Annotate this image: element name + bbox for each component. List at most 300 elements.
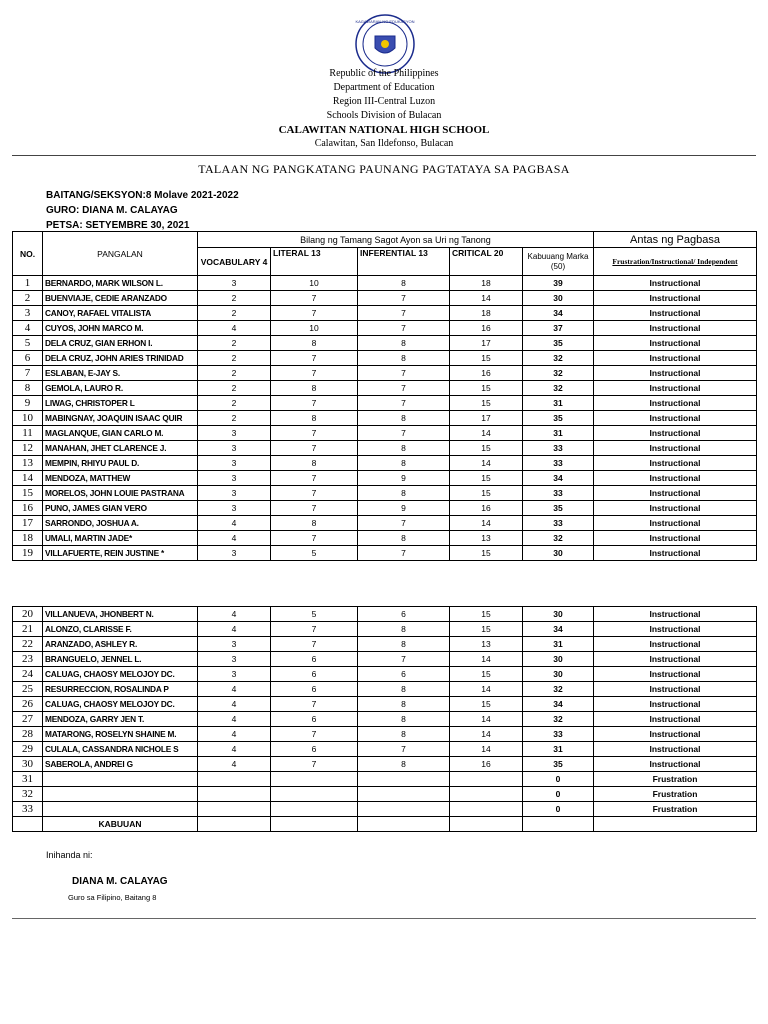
student-name-cell: GEMOLA, LAURO R. bbox=[43, 381, 198, 396]
table-row bbox=[13, 546, 757, 561]
literal-score-cell: 5 bbox=[271, 607, 358, 622]
total-label: KABUUAN bbox=[43, 817, 198, 832]
literal-score-cell: 8 bbox=[271, 411, 358, 426]
inferential-score-cell: 6 bbox=[358, 667, 450, 682]
reading-level-cell: Instructional bbox=[594, 381, 757, 396]
critical-score-cell: 14 bbox=[450, 456, 523, 471]
row-number-cell: 26 bbox=[13, 697, 43, 712]
critical-score-cell: 14 bbox=[450, 516, 523, 531]
total-score-cell: 31 bbox=[523, 426, 594, 441]
reading-level-cell: Instructional bbox=[594, 607, 757, 622]
student-name-cell bbox=[43, 787, 198, 802]
literal-score-cell: 7 bbox=[271, 441, 358, 456]
signatory-name: DIANA M. CALAYAG bbox=[72, 876, 168, 887]
student-name-cell: CUYOS, JOHN MARCO M. bbox=[43, 321, 198, 336]
total-score-cell: 0 bbox=[523, 772, 594, 787]
literal-score-cell: 7 bbox=[271, 426, 358, 441]
reading-level-cell: Instructional bbox=[594, 426, 757, 441]
vocabulary-score-cell: 4 bbox=[198, 531, 271, 546]
document-title: TALAAN NG PANGKATANG PAUNANG PAGTATAYA SA PAGBASA bbox=[198, 162, 570, 176]
vocabulary-score-cell: 3 bbox=[198, 441, 271, 456]
critical-score-cell: 15 bbox=[450, 667, 523, 682]
row-number-cell: 27 bbox=[13, 712, 43, 727]
vocabulary-score-cell: 4 bbox=[198, 712, 271, 727]
reading-level-cell: Instructional bbox=[594, 276, 757, 291]
critical-score-cell: 14 bbox=[450, 742, 523, 757]
literal-score-cell: 6 bbox=[271, 712, 358, 727]
literal-score-cell: 7 bbox=[271, 366, 358, 381]
division-line: Schools Division of Bulacan bbox=[326, 110, 442, 121]
literal-score-cell: 10 bbox=[271, 321, 358, 336]
critical-score-cell: 15 bbox=[450, 622, 523, 637]
literal-score-cell bbox=[271, 772, 358, 787]
vocabulary-score-cell: 4 bbox=[198, 727, 271, 742]
reading-level-cell: Instructional bbox=[594, 516, 757, 531]
total-score-cell: 32 bbox=[523, 712, 594, 727]
meta-block bbox=[46, 188, 239, 233]
vocabulary-score-cell: 2 bbox=[198, 396, 271, 411]
student-name-cell: LIWAG, CHRISTOPER L bbox=[43, 396, 198, 411]
vocabulary-score-cell: 2 bbox=[198, 336, 271, 351]
total-cell bbox=[271, 817, 358, 832]
inferential-score-cell bbox=[358, 787, 450, 802]
reading-level-cell: Instructional bbox=[594, 396, 757, 411]
col-no-header: NO. bbox=[13, 232, 43, 276]
vocabulary-score-cell: 3 bbox=[198, 667, 271, 682]
reading-level-cell: Instructional bbox=[594, 441, 757, 456]
student-name-cell: DELA CRUZ, GIAN ERHON I. bbox=[43, 336, 198, 351]
section-line: BAITANG/SEKSYON:8 Molave 2021-2022 bbox=[46, 190, 239, 201]
row-number-cell: 14 bbox=[13, 471, 43, 486]
reading-level-cell: Instructional bbox=[594, 321, 757, 336]
student-name-cell: VILLANUEVA, JHONBERT N. bbox=[43, 607, 198, 622]
republic-line: Republic of the Philippines bbox=[329, 68, 439, 79]
total-score-cell: 32 bbox=[523, 351, 594, 366]
student-name-cell: ALONZO, CLARISSE F. bbox=[43, 622, 198, 637]
total-score-cell: 32 bbox=[523, 381, 594, 396]
row-number-cell: 32 bbox=[13, 787, 43, 802]
letterhead bbox=[0, 67, 768, 151]
reading-level-cell: Instructional bbox=[594, 742, 757, 757]
inferential-score-cell: 7 bbox=[358, 516, 450, 531]
table-row bbox=[13, 682, 757, 697]
total-score-cell: 33 bbox=[523, 441, 594, 456]
seal-text: KAGAWARAN NG EDUKASYON bbox=[355, 19, 415, 24]
student-name-cell: MAGLANQUE, GIAN CARLO M. bbox=[43, 426, 198, 441]
table-row bbox=[13, 381, 757, 396]
reading-level-cell: Instructional bbox=[594, 306, 757, 321]
critical-score-cell: 13 bbox=[450, 637, 523, 652]
inferential-score-cell: 7 bbox=[358, 291, 450, 306]
table-row bbox=[13, 787, 757, 802]
school-name: CALAWITAN NATIONAL HIGH SCHOOL bbox=[278, 124, 490, 136]
date-line: PETSA: SETYEMBRE 30, 2021 bbox=[46, 220, 190, 231]
vocabulary-score-cell: 4 bbox=[198, 757, 271, 772]
student-name-cell: SABEROLA, ANDREI G bbox=[43, 757, 198, 772]
critical-score-cell: 13 bbox=[450, 531, 523, 546]
header-divider bbox=[12, 155, 756, 156]
col-total-header: Kabuuang Marka (50) bbox=[523, 248, 594, 276]
total-score-cell: 34 bbox=[523, 306, 594, 321]
vocabulary-score-cell: 2 bbox=[198, 411, 271, 426]
vocabulary-score-cell: 3 bbox=[198, 486, 271, 501]
table-row bbox=[13, 351, 757, 366]
row-number-cell: 30 bbox=[13, 757, 43, 772]
table-row bbox=[13, 411, 757, 426]
table-row bbox=[13, 607, 757, 622]
table-row bbox=[13, 366, 757, 381]
total-score-cell: 34 bbox=[523, 622, 594, 637]
total-cell bbox=[358, 817, 450, 832]
total-score-cell: 0 bbox=[523, 787, 594, 802]
reading-level-cell: Instructional bbox=[594, 546, 757, 561]
reading-level-cell: Instructional bbox=[594, 366, 757, 381]
reading-level-cell: Frustration bbox=[594, 802, 757, 817]
row-number-cell: 7 bbox=[13, 366, 43, 381]
critical-score-cell: 15 bbox=[450, 697, 523, 712]
literal-score-cell bbox=[271, 787, 358, 802]
level-sub-header: Frustration/Instructional/ Independent bbox=[594, 248, 757, 276]
student-name-cell: BERNARDO, MARK WILSON L. bbox=[43, 276, 198, 291]
reading-level-cell: Instructional bbox=[594, 652, 757, 667]
total-score-cell: 32 bbox=[523, 366, 594, 381]
literal-score-cell: 7 bbox=[271, 501, 358, 516]
critical-score-cell bbox=[450, 772, 523, 787]
total-score-cell: 33 bbox=[523, 727, 594, 742]
score-table-page1 bbox=[12, 231, 757, 561]
literal-score-cell: 5 bbox=[271, 546, 358, 561]
row-number-cell: 1 bbox=[13, 276, 43, 291]
row-number-cell: 31 bbox=[13, 772, 43, 787]
row-number-cell: 3 bbox=[13, 306, 43, 321]
table-row bbox=[13, 637, 757, 652]
level-header: Antas ng Pagbasa bbox=[594, 232, 757, 248]
row-number-cell: 15 bbox=[13, 486, 43, 501]
critical-score-cell bbox=[450, 802, 523, 817]
inferential-score-cell: 9 bbox=[358, 471, 450, 486]
vocabulary-score-cell bbox=[198, 772, 271, 787]
vocabulary-score-cell: 4 bbox=[198, 682, 271, 697]
student-name-cell bbox=[43, 802, 198, 817]
group-header: Bilang ng Tamang Sagot Ayon sa Uri ng Tanong bbox=[198, 232, 594, 248]
vocabulary-score-cell: 4 bbox=[198, 622, 271, 637]
col-name-header: PANGALAN bbox=[43, 232, 198, 276]
critical-score-cell bbox=[450, 787, 523, 802]
student-name-cell: DELA CRUZ, JOHN ARIES TRINIDAD bbox=[43, 351, 198, 366]
inferential-score-cell: 8 bbox=[358, 622, 450, 637]
row-number-cell: 20 bbox=[13, 607, 43, 622]
inferential-score-cell: 9 bbox=[358, 501, 450, 516]
vocabulary-score-cell: 3 bbox=[198, 637, 271, 652]
region-line: Region III-Central Luzon bbox=[332, 96, 436, 107]
critical-score-cell: 18 bbox=[450, 306, 523, 321]
inferential-score-cell: 8 bbox=[358, 351, 450, 366]
total-cell bbox=[198, 817, 271, 832]
total-score-cell: 33 bbox=[523, 516, 594, 531]
total-score-cell: 35 bbox=[523, 501, 594, 516]
table-row bbox=[13, 426, 757, 441]
literal-score-cell: 7 bbox=[271, 291, 358, 306]
vocabulary-score-cell: 2 bbox=[198, 291, 271, 306]
critical-score-cell: 15 bbox=[450, 351, 523, 366]
critical-score-cell: 15 bbox=[450, 396, 523, 411]
student-name-cell: MENDOZA, GARRY JEN T. bbox=[43, 712, 198, 727]
student-name-cell: ESLABAN, E-JAY S. bbox=[43, 366, 198, 381]
student-name-cell: CANOY, RAFAEL VITALISTA bbox=[43, 306, 198, 321]
table-row bbox=[13, 772, 757, 787]
literal-score-cell: 6 bbox=[271, 652, 358, 667]
table-row bbox=[13, 306, 757, 321]
student-name-cell: VILLAFUERTE, REIN JUSTINE * bbox=[43, 546, 198, 561]
row-number-cell: 24 bbox=[13, 667, 43, 682]
student-name-cell: CALUAG, CHAOSY MELOJOY DC. bbox=[43, 697, 198, 712]
critical-score-cell: 16 bbox=[450, 321, 523, 336]
vocabulary-score-cell: 2 bbox=[198, 351, 271, 366]
inferential-score-cell: 8 bbox=[358, 441, 450, 456]
total-cell bbox=[594, 817, 757, 832]
inferential-score-cell: 8 bbox=[358, 757, 450, 772]
row-number-cell: 17 bbox=[13, 516, 43, 531]
col-literal-header: LITERAL 13 bbox=[271, 248, 358, 276]
inferential-score-cell: 7 bbox=[358, 742, 450, 757]
student-name-cell: BRANGUELO, JENNEL L. bbox=[43, 652, 198, 667]
table-row bbox=[13, 802, 757, 817]
row-number-cell: 11 bbox=[13, 426, 43, 441]
reading-level-cell: Instructional bbox=[594, 411, 757, 426]
row-number-cell: 5 bbox=[13, 336, 43, 351]
vocabulary-score-cell: 2 bbox=[198, 306, 271, 321]
table-row bbox=[13, 531, 757, 546]
vocabulary-score-cell: 3 bbox=[198, 652, 271, 667]
reading-level-cell: Instructional bbox=[594, 486, 757, 501]
literal-score-cell: 7 bbox=[271, 727, 358, 742]
critical-score-cell: 17 bbox=[450, 336, 523, 351]
vocabulary-score-cell: 3 bbox=[198, 501, 271, 516]
literal-score-cell: 7 bbox=[271, 306, 358, 321]
student-name-cell: RESURRECCION, ROSALINDA P bbox=[43, 682, 198, 697]
vocabulary-score-cell: 3 bbox=[198, 471, 271, 486]
inferential-score-cell: 8 bbox=[358, 486, 450, 501]
signatory-position: Guro sa Filipino, Baitang 8 bbox=[68, 893, 157, 902]
row-number-cell: 23 bbox=[13, 652, 43, 667]
critical-score-cell: 18 bbox=[450, 276, 523, 291]
total-score-cell: 34 bbox=[523, 697, 594, 712]
critical-score-cell: 15 bbox=[450, 607, 523, 622]
reading-level-cell: Instructional bbox=[594, 757, 757, 772]
row-number-cell: 28 bbox=[13, 727, 43, 742]
critical-score-cell: 14 bbox=[450, 682, 523, 697]
critical-score-cell: 15 bbox=[450, 441, 523, 456]
critical-score-cell: 15 bbox=[450, 486, 523, 501]
vocabulary-score-cell: 3 bbox=[198, 456, 271, 471]
literal-score-cell: 8 bbox=[271, 336, 358, 351]
vocabulary-score-cell: 3 bbox=[198, 276, 271, 291]
reading-level-cell: Instructional bbox=[594, 637, 757, 652]
school-address: Calawitan, San Ildefonso, Bulacan bbox=[314, 138, 454, 149]
table-row bbox=[13, 742, 757, 757]
reading-level-cell: Frustration bbox=[594, 772, 757, 787]
total-score-cell: 35 bbox=[523, 411, 594, 426]
table-row bbox=[13, 471, 757, 486]
inferential-score-cell: 8 bbox=[358, 336, 450, 351]
inferential-score-cell: 8 bbox=[358, 637, 450, 652]
vocabulary-score-cell bbox=[198, 787, 271, 802]
literal-score-cell: 7 bbox=[271, 637, 358, 652]
total-score-cell: 30 bbox=[523, 667, 594, 682]
reading-level-cell: Instructional bbox=[594, 682, 757, 697]
inferential-score-cell: 8 bbox=[358, 682, 450, 697]
vocabulary-score-cell: 4 bbox=[198, 516, 271, 531]
row-number-cell: 2 bbox=[13, 291, 43, 306]
critical-score-cell: 15 bbox=[450, 381, 523, 396]
table-row bbox=[13, 441, 757, 456]
col-vocab-header: VOCABULARY 4 bbox=[198, 248, 271, 276]
row-number-cell: 18 bbox=[13, 531, 43, 546]
vocabulary-score-cell: 4 bbox=[198, 321, 271, 336]
table-row bbox=[13, 712, 757, 727]
inferential-score-cell: 7 bbox=[358, 426, 450, 441]
vocabulary-score-cell: 2 bbox=[198, 381, 271, 396]
literal-score-cell: 7 bbox=[271, 351, 358, 366]
critical-score-cell: 15 bbox=[450, 471, 523, 486]
total-cell bbox=[523, 817, 594, 832]
student-name-cell: BUENVIAJE, CEDIE ARANZADO bbox=[43, 291, 198, 306]
row-number-cell: 13 bbox=[13, 456, 43, 471]
total-cell bbox=[450, 817, 523, 832]
row-number-cell: 8 bbox=[13, 381, 43, 396]
row-number-cell: 16 bbox=[13, 501, 43, 516]
inferential-score-cell: 7 bbox=[358, 396, 450, 411]
total-score-cell: 0 bbox=[523, 802, 594, 817]
student-name-cell: MENDOZA, MATTHEW bbox=[43, 471, 198, 486]
critical-score-cell: 16 bbox=[450, 501, 523, 516]
reading-level-cell: Instructional bbox=[594, 291, 757, 306]
row-number-cell: 6 bbox=[13, 351, 43, 366]
literal-score-cell: 8 bbox=[271, 516, 358, 531]
table-row bbox=[13, 667, 757, 682]
critical-score-cell: 14 bbox=[450, 291, 523, 306]
literal-score-cell: 8 bbox=[271, 456, 358, 471]
table-row bbox=[13, 456, 757, 471]
total-score-cell: 37 bbox=[523, 321, 594, 336]
vocabulary-score-cell: 3 bbox=[198, 426, 271, 441]
row-number-cell: 12 bbox=[13, 441, 43, 456]
inferential-score-cell: 7 bbox=[358, 366, 450, 381]
student-name-cell: SARRONDO, JOSHUA A. bbox=[43, 516, 198, 531]
literal-score-cell: 6 bbox=[271, 682, 358, 697]
literal-score-cell: 7 bbox=[271, 486, 358, 501]
vocabulary-score-cell bbox=[198, 802, 271, 817]
reading-level-cell: Instructional bbox=[594, 667, 757, 682]
literal-score-cell: 7 bbox=[271, 622, 358, 637]
inferential-score-cell bbox=[358, 772, 450, 787]
table-row bbox=[13, 396, 757, 411]
reading-level-cell: Instructional bbox=[594, 531, 757, 546]
student-name-cell: ARANZADO, ASHLEY R. bbox=[43, 637, 198, 652]
reading-level-cell: Instructional bbox=[594, 471, 757, 486]
student-name-cell: MATARONG, ROSELYN SHAINE M. bbox=[43, 727, 198, 742]
literal-score-cell: 6 bbox=[271, 667, 358, 682]
critical-score-cell: 14 bbox=[450, 727, 523, 742]
reading-level-cell: Frustration bbox=[594, 787, 757, 802]
literal-score-cell: 7 bbox=[271, 757, 358, 772]
score-table-page2 bbox=[12, 606, 757, 832]
col-inferential-header: INFERENTIAL 13 bbox=[358, 248, 450, 276]
vocabulary-score-cell: 4 bbox=[198, 697, 271, 712]
inferential-score-cell: 7 bbox=[358, 306, 450, 321]
inferential-score-cell: 8 bbox=[358, 276, 450, 291]
literal-score-cell: 7 bbox=[271, 471, 358, 486]
row-number-cell: 22 bbox=[13, 637, 43, 652]
total-row bbox=[13, 817, 757, 832]
total-cell bbox=[13, 817, 43, 832]
inferential-score-cell: 6 bbox=[358, 607, 450, 622]
student-name-cell: MABINGNAY, JOAQUIN ISAAC QUIR bbox=[43, 411, 198, 426]
student-name-cell: CALUAG, CHAOSY MELOJOY DC. bbox=[43, 667, 198, 682]
department-line: Department of Education bbox=[333, 82, 435, 93]
total-score-cell: 35 bbox=[523, 336, 594, 351]
row-number-cell: 4 bbox=[13, 321, 43, 336]
row-number-cell: 33 bbox=[13, 802, 43, 817]
col-critical-header: CRITICAL 20 bbox=[450, 248, 523, 276]
student-name-cell bbox=[43, 772, 198, 787]
reading-level-cell: Instructional bbox=[594, 622, 757, 637]
deped-seal-logo bbox=[355, 14, 415, 74]
vocabulary-score-cell: 3 bbox=[198, 546, 271, 561]
student-name-cell: UMALI, MARTIN JADE* bbox=[43, 531, 198, 546]
total-score-cell: 30 bbox=[523, 291, 594, 306]
total-score-cell: 30 bbox=[523, 546, 594, 561]
inferential-score-cell: 8 bbox=[358, 712, 450, 727]
table-row bbox=[13, 622, 757, 637]
literal-score-cell: 8 bbox=[271, 381, 358, 396]
table-row bbox=[13, 652, 757, 667]
student-name-cell: MEMPIN, RHIYU PAUL D. bbox=[43, 456, 198, 471]
literal-score-cell: 10 bbox=[271, 276, 358, 291]
total-score-cell: 31 bbox=[523, 396, 594, 411]
reading-level-cell: Instructional bbox=[594, 697, 757, 712]
table-row bbox=[13, 276, 757, 291]
table-row bbox=[13, 336, 757, 351]
table-row bbox=[13, 291, 757, 306]
inferential-score-cell: 7 bbox=[358, 381, 450, 396]
reading-level-cell: Instructional bbox=[594, 727, 757, 742]
table-row bbox=[13, 321, 757, 336]
inferential-score-cell: 8 bbox=[358, 411, 450, 426]
row-number-cell: 9 bbox=[13, 396, 43, 411]
row-number-cell: 10 bbox=[13, 411, 43, 426]
student-name-cell: MORELOS, JOHN LOUIE PASTRANA bbox=[43, 486, 198, 501]
table-row bbox=[13, 697, 757, 712]
row-number-cell: 25 bbox=[13, 682, 43, 697]
critical-score-cell: 14 bbox=[450, 426, 523, 441]
total-score-cell: 31 bbox=[523, 742, 594, 757]
reading-level-cell: Instructional bbox=[594, 501, 757, 516]
total-score-cell: 39 bbox=[523, 276, 594, 291]
total-score-cell: 34 bbox=[523, 471, 594, 486]
literal-score-cell: 7 bbox=[271, 531, 358, 546]
inferential-score-cell bbox=[358, 802, 450, 817]
footer-divider bbox=[12, 918, 756, 919]
prepared-by-label: Inihanda ni: bbox=[46, 850, 93, 860]
row-number-cell: 29 bbox=[13, 742, 43, 757]
inferential-score-cell: 7 bbox=[358, 546, 450, 561]
vocabulary-score-cell: 4 bbox=[198, 742, 271, 757]
reading-level-cell: Instructional bbox=[594, 712, 757, 727]
literal-score-cell: 7 bbox=[271, 697, 358, 712]
student-name-cell: CULALA, CASSANDRA NICHOLE S bbox=[43, 742, 198, 757]
teacher-line: GURO: DIANA M. CALAYAG bbox=[46, 205, 178, 216]
